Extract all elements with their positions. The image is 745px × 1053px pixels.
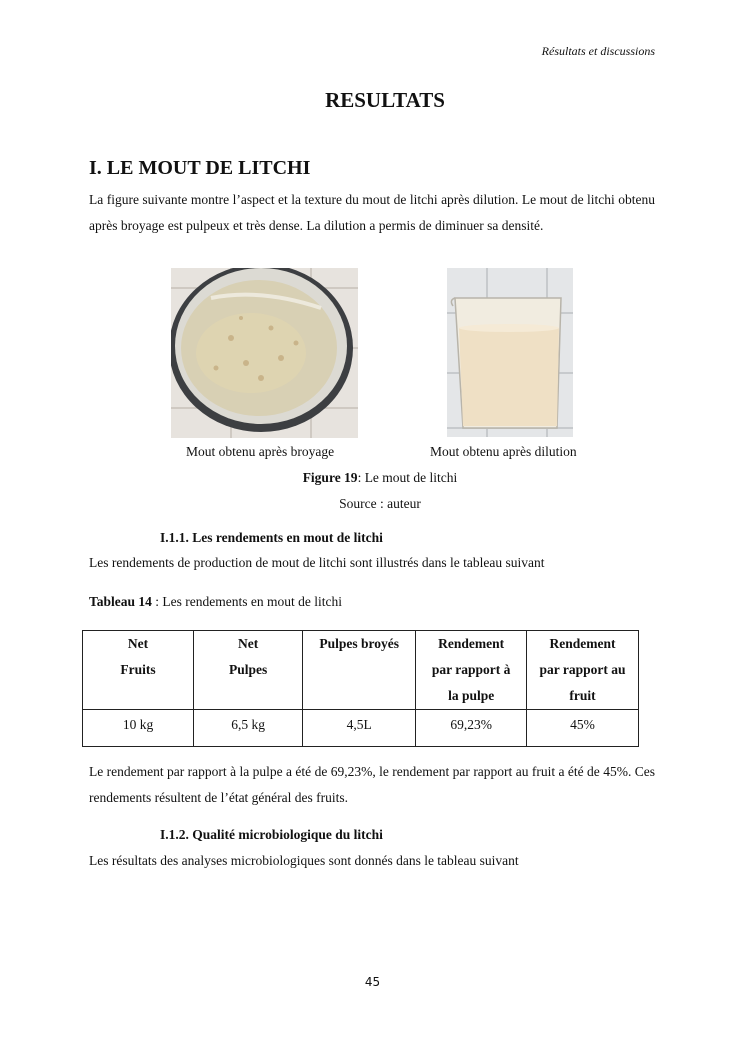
page-number: 45 <box>364 975 381 989</box>
header-rendement-pulpe: Rendement par rapport à la pulpe <box>416 631 527 710</box>
table-caption <box>89 594 342 610</box>
subsection-title-rendements: I.1.1. Les rendements en mout de litchi <box>160 530 383 545</box>
cell-net-fruits: 10 kg <box>83 710 194 747</box>
table-title: : Les rendements en mout de litchi <box>151 594 342 609</box>
running-header: Résultats et discussions <box>541 44 655 58</box>
diluted-must-image <box>447 268 573 437</box>
figure-title: : Le mout de litchi <box>357 470 458 485</box>
rendements-table <box>82 630 639 747</box>
header-pulpes-broyes: Pulpes broyés <box>303 631 416 710</box>
photo-diluted-must <box>447 268 573 437</box>
photo-right-caption: Mout obtenu après dilution <box>430 444 577 459</box>
section-title: I. LE MOUT DE LITCHI <box>89 157 311 179</box>
figure-label: Figure 19 <box>302 470 358 485</box>
cell-net-pulpes: 6,5 kg <box>194 710 303 747</box>
intro-paragraph: La figure suivante montre l’aspect et la texture du mout de litchi après dilution. Le mout de litchi obtenu après broyage est pulpeux et très dense. La dilution a permis de diminuer sa densité. <box>89 192 655 233</box>
photo-crushed-pulp <box>171 268 358 438</box>
page-title: RESULTATS <box>325 88 445 112</box>
subsection-title-qualite: I.1.2. Qualité microbiologique du litchi <box>160 827 383 842</box>
conclusion-paragraph: Le rendement par rapport à la pulpe a été de 69,23%, le rendement par rapport au fruit a été de 45%. Ces rendements résultent de l’état général des fruits. <box>89 764 655 805</box>
cell-rendement-pulpe: 69,23% <box>416 710 527 747</box>
table-row <box>83 710 639 747</box>
cell-rendement-fruit: 45% <box>527 710 639 747</box>
header-net-pulpes: Net Pulpes <box>194 631 303 710</box>
crushed-pulp-image <box>171 268 358 438</box>
subsection-text-rendements: Les rendements de production de mout de litchi sont illustrés dans le tableau suivant <box>89 555 545 570</box>
photo-left-caption: Mout obtenu après broyage <box>186 444 335 459</box>
subsection-text-qualite: Les résultats des analyses microbiologiques sont donnés dans le tableau suivant <box>89 853 519 868</box>
cell-pulpes-broyes: 4,5L <box>303 710 416 747</box>
header-net-fruits: Net Fruits <box>83 631 194 710</box>
table-header-row <box>83 631 639 710</box>
table-label: Tableau 14 <box>89 594 152 609</box>
figure-source: Source : auteur <box>339 496 421 511</box>
header-rendement-fruit: Rendement par rapport au fruit <box>527 631 639 710</box>
figure-caption <box>0 470 745 486</box>
